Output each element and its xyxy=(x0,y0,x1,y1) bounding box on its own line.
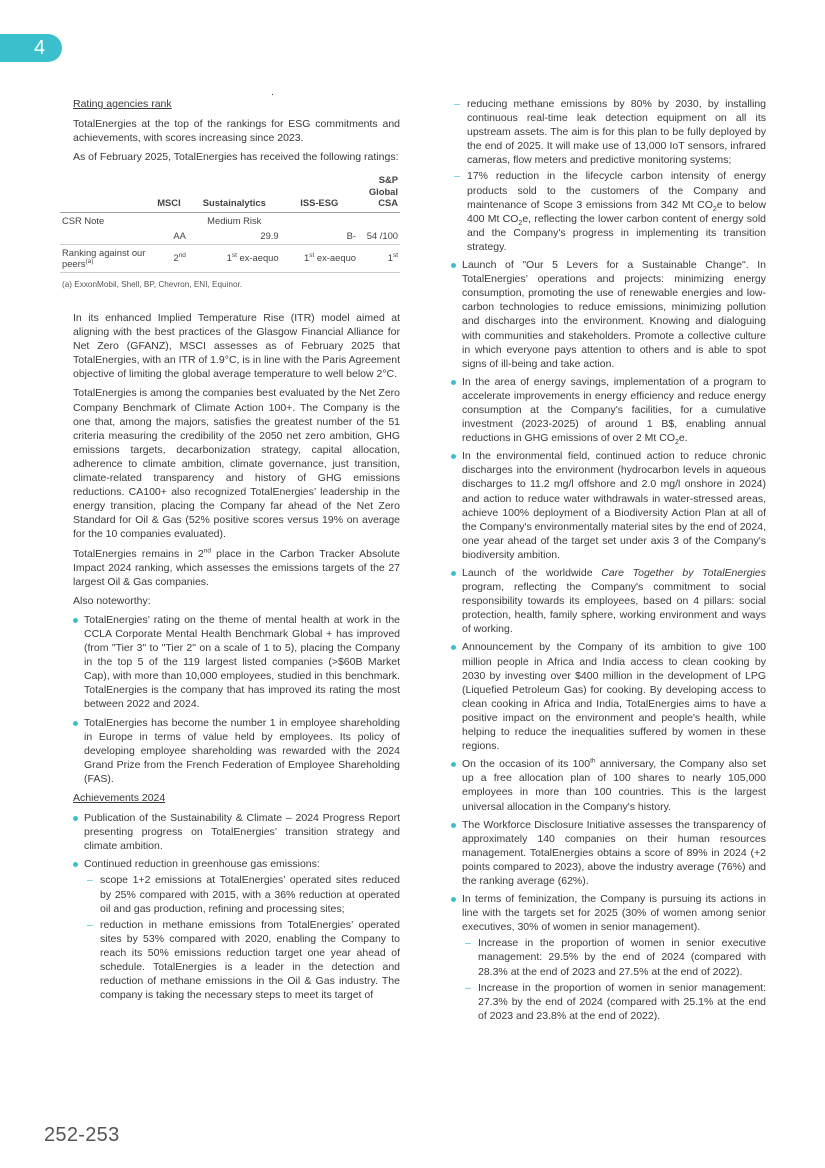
col-iss-esg: ISS-ESG xyxy=(281,172,358,212)
feminization-sublist xyxy=(462,936,766,1023)
ghg-sublist xyxy=(84,873,400,1002)
csr-row-values xyxy=(60,228,400,244)
peers-iss-esg: 1st ex-aequo xyxy=(281,244,358,272)
net-zero-paragraph: TotalEnergies is among the companies best evaluated by the Net Zero Company Benchmark of Climate Action 100+. The Company is the one that, among the majors, satisfies the greatest number of the 51 criteria measuring the credibility of the 2050 net zero ambition, GHG emissions targets, decarbonization strategy, capital allocation, adherence to climate ambition, climate governance, just transition, climate-related transparency and history of GHG emissions reductions. CA100+ also recognized TotalEnergies’ leadership in the energy transition, placing the Company far ahead of the Net Zero Standard for Oil & Gas (52% positive scores versus 19% on average for the 10 companies evaluated). xyxy=(73,387,400,541)
col-sustainalytics: Sustainalytics xyxy=(188,172,281,212)
itr-paragraph: In its enhanced Implied Temperature Rise (ITR) model aimed at aligning with the best practices of the Glasgow Financial Alliance for Net Zero (GFANZ), MSCI assesses as of February 2025 that TotalEnergies, with an ITR of 1.9°C, is in line with the Paris Agreement objective of limiting the global average temperature to well below 2°C. xyxy=(73,312,400,381)
list-item: – scope 1+2 emissions at TotalEnergies’ operated sites reduced by 25% compared with 2015, with a 36% reduction at operated oil and gas production, refining and processing sites; xyxy=(84,873,400,915)
achievements-list-continued xyxy=(451,258,766,1023)
rating-heading: Rating agencies rank xyxy=(73,98,172,110)
ghg-sublist-continued xyxy=(451,97,766,254)
left-column xyxy=(73,97,400,169)
list-item: Publication of the Sustainability & Climate – 2024 Progress Report presenting progress on TotalEnergies’ transition strategy and climate ambition. xyxy=(73,811,400,853)
achievements-list xyxy=(73,811,400,1002)
list-item: The Workforce Disclosure Initiative assesses the transparency of approximately 140 companies on their human resources management. TotalEnergies obtains a score of 89% in 2024 (+2 points compared to 2023), above the industry average (76%) and the ranking average (62%). xyxy=(451,818,766,888)
rating-as-of: As of February 2025, TotalEnergies has received the following ratings: xyxy=(73,151,399,164)
right-column xyxy=(451,97,766,1028)
list-item xyxy=(451,892,766,1023)
list-item: Announcement by the Company of its ambition to give 100 million people in Africa and India access to clean cooking by 2030 by investing over $400 million in the development of LPG (Liquefied Petroleum Gas) for cooking. By developing access to clean cooking in Africa and India, TotalEnergies aims to have a positive impact on the environment and people's health, while helping to reduce the inequalities suffered by women in these regions. xyxy=(451,640,766,753)
csr-sp-global: 54 /100 xyxy=(358,228,400,244)
list-item: – Increase in the proportion of women in senior executive management: 29.5% by the end of 2024 (compared with 28.3% at the end of 2023 and 27.5% at the end of 2022). xyxy=(462,936,766,978)
table-footnote: (a) ExxonMobil, Shell, BP, Chevron, ENI, Equinor. xyxy=(62,280,243,289)
peers-sp-global: 1st xyxy=(358,244,400,272)
list-item: – reducing methane emissions by 80% by 2030, by installing continuous real-time leak detection equipment on all its upstream assets. The aim is for this plan to be fully deployed by the end of 2025. It will make use of 13,000 IoT sensors, infrared cameras, flow meters and predictive monitoring systems; xyxy=(451,97,766,167)
achievements-heading: Achievements 2024 xyxy=(73,792,166,804)
feminization-intro: In terms of feminization, the Company is pursuing its actions in line with the targets set for 2025 (30% of women among senior executives, 30% of women in senior management). xyxy=(462,893,766,934)
csr-row-top xyxy=(60,212,400,228)
csr-sustainalytics-risk: Medium Risk xyxy=(207,214,262,226)
peers-sustainalytics: 1st ex-aequo xyxy=(188,244,281,272)
ghg-intro: Continued reduction in greenhouse gas emissions: xyxy=(84,858,320,871)
col-sp-global: S&P Global CSA xyxy=(358,172,400,212)
csr-iss-esg: B- xyxy=(281,228,358,244)
peers-label: Ranking against our peers$^{(a)}$ xyxy=(60,244,150,272)
list-item: Launch of "Our 5 Levers for a Sustainable Change". In TotalEnergies’ operations and projects: minimizing energy consumption, promoting the use of renewable energies and low-carbon technologies to reduce emissions, minimizing pollution and discharges into the environment. Knowing and dialoguing with communities and stakeholders. Promote a collective culture in which everyone pays attention to others and is able to spot signs of ill-being and take action. xyxy=(451,258,766,371)
stray-dot xyxy=(272,94,273,95)
chapter-number: 4 xyxy=(34,37,46,59)
program-name: Care Together by TotalEnergies xyxy=(601,567,766,579)
rating-intro: TotalEnergies at the top of the rankings for ESG commitments and achievements, with scores increasing since 2023. xyxy=(73,118,400,145)
peers-msci: 2nd xyxy=(150,244,188,272)
csr-label: CSR Note xyxy=(62,214,105,226)
list-item: TotalEnergies has become the number 1 in employee shareholding in Europe in terms of value held by employees. Its policy of developing employee shareholding was rewarded with the 2024 Grand Prize from the French Federation of Employee Shareholding (FAS). xyxy=(73,716,400,786)
list-item: In the environmental field, continued action to reduce chronic discharges into the environment (hydrocarbon levels in aqueous discharges to 11.2 mg/l offshore and 2.0 mg/l onshore in 2024) and action to reduce water withdrawals in water-stressed areas, achieve 100% deployment of a Biodiversity Action Plan at all of the Company's environmentally material sites by the end of 2024, one year ahead of the target set under axis 3 of the Company's biodiversity ambition. xyxy=(451,449,766,562)
left-column-body xyxy=(73,311,400,1007)
list-item: On the occasion of its 100th anniversary, the Company also set up a free allocation plan of 100 shares to nearly 105,000 employees in more than 100 countries. This is the largest universal allocation in the Company's history. xyxy=(451,757,766,813)
list-item: Launch of the worldwide Care Together by TotalEnergies program, reflecting the Company's commitment to social responsibility towards its employees, based on 4 pillars: social protection, health, family sphere, working environment and ways of working. xyxy=(451,566,766,636)
list-item: TotalEnergies’ rating on the theme of mental health at work in the CCLA Corporate Mental Health Benchmark Global + has improved (from "Tier 3" to "Tier 2" on a scale of 1 to 5), placing the Company in the top 5 of the 119 largest listed companies (>$60B Market Cap), with more than 10,000 employees, studied in this benchmark. TotalEnergies is the company that has improved its rating the most between 2022 and 2024. xyxy=(73,613,400,712)
list-item: In the area of energy savings, implementation of a program to accelerate improvements in energy efficiency and reduce energy consumption at the Company's facilities, for a cumulative investment (2023-2025) of around 1 B$, enabling annual reductions in GHG emissions of over 2 Mt $CO_2e$. xyxy=(451,375,766,445)
chapter-tab xyxy=(0,34,62,62)
list-item xyxy=(73,857,400,1002)
page-number: 252-253 xyxy=(44,1124,120,1146)
col-msci: MSCI xyxy=(150,172,188,212)
csr-sustainalytics: 29.9 xyxy=(188,228,281,244)
also-noteworthy: Also noteworthy: xyxy=(73,594,151,607)
ratings-table xyxy=(60,172,400,273)
noteworthy-list xyxy=(73,613,400,786)
ratings-header-row xyxy=(60,172,400,212)
list-item: – 17% reduction in the lifecycle carbon intensity of energy products sold to the customers of the Company and maintenance of Scope 3 emissions from 342 Mt $CO_2e$ to below 400 Mt $CO_2e$, reflecting the lower carbon content of energy sold and the Company's progress in implementing its transition strategy. xyxy=(451,169,766,254)
carbon-tracker-paragraph: TotalEnergies remains in 2nd place in the Carbon Tracker Absolute Impact 2024 ranking, which assesses the emissions targets of the 27 largest Oil & Gas companies. xyxy=(73,547,400,588)
csr-msci: AA xyxy=(150,228,188,244)
list-item: – reduction in methane emissions from TotalEnergies’ operated sites by 53% compared with 2020, enabling the Company to reach its 50% emissions reduction target one year ahead of schedule. TotalEnergies is a leader in the detection and reduction of methane emissions in the Oil & Gas industry. The company is taking the necessary steps to meet its target of xyxy=(84,918,400,1003)
list-item: – Increase in the proportion of women in senior management: 27.3% by the end of 2024 (compared with 25.1% at the end of 2023 and 23.8% at the end of 2022). xyxy=(462,981,766,1023)
peers-row xyxy=(60,244,400,272)
